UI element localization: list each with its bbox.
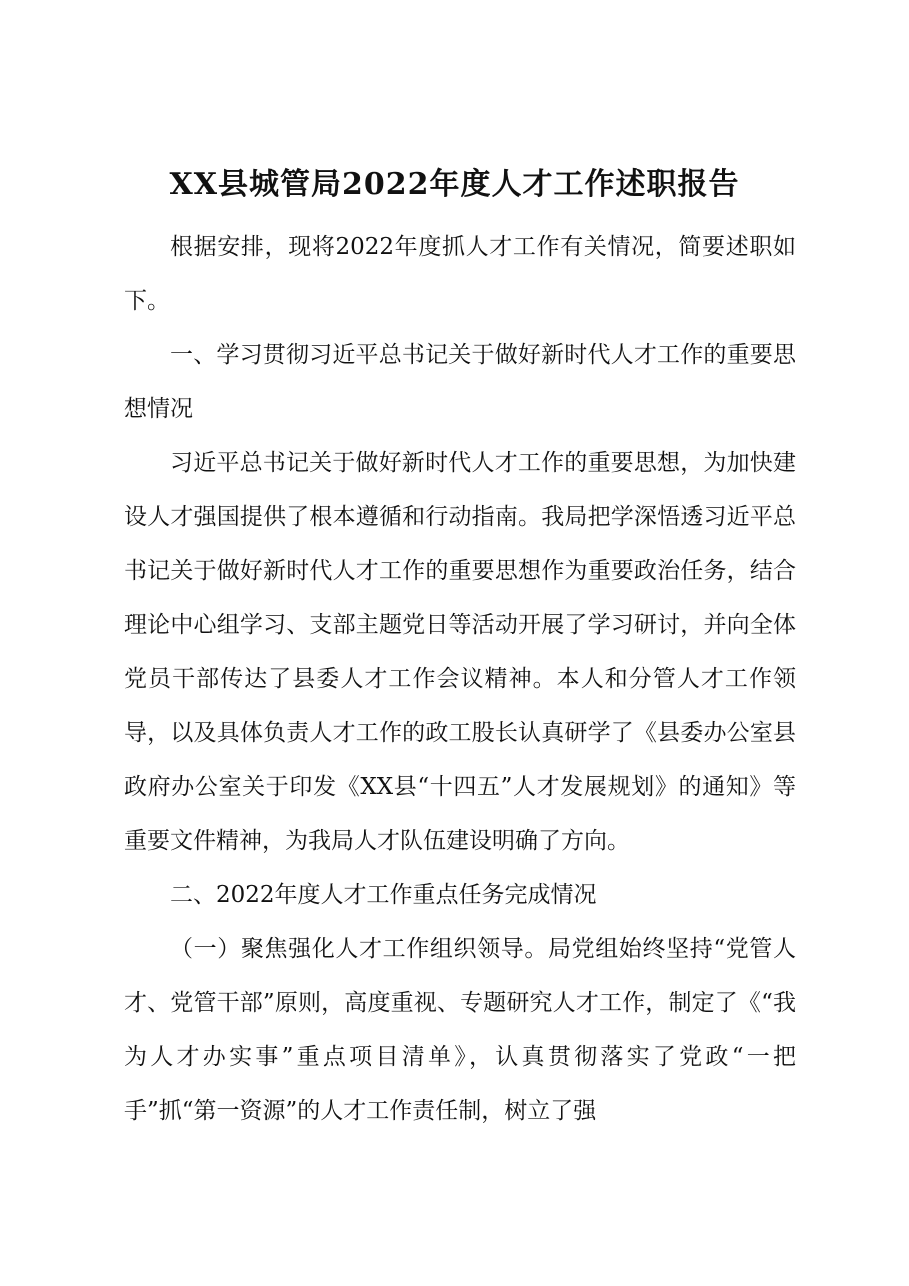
document-body [124,220,796,1138]
section-1-paragraph: 习近平总书记关于做好新时代人才工作的重要思想，为加快建设人才强国提供了根本遵循和行动指南。我局把学深悟透习近平总书记关于做好新时代人才工作的重要思想作为重要政治任务，结合理论中心组学习、支部主题党日等活动开展了学习研讨，并向全体党员干部传达了县委人才工作会议精神。本人和分管人才工作领导，以及具体负责人才工作的政工股长认真研学了《县委办公室县政府办公室关于印发《XX县“十四五”人才发展规划》的通知》等重要文件精神，为我局人才队伍建设明确了方向。 [124,450,796,854]
intro-paragraph: 根据安排，现将2022年度抓人才工作有关情况，简要述职如下。 [124,234,796,314]
section-heading-2: 二、2022年度人才工作重点任务完成情况 [170,882,597,908]
document-title: XX县城管局2022年度人才工作述职报告 [169,167,740,202]
subsection-1-paragraph: （一）聚焦强化人才工作组织领导。局党组始终坚持“党管人才、党管干部”原则，高度重视、专题研究人才工作，制定了《“我为人才办实事”重点项目清单》，认真贯彻落实了党政“一把手”抓“第一资源”的人才工作责任制，树立了强 [124,936,796,1124]
section-heading-1: 一、学习贯彻习近平总书记关于做好新时代人才工作的重要思想情况 [124,342,796,422]
